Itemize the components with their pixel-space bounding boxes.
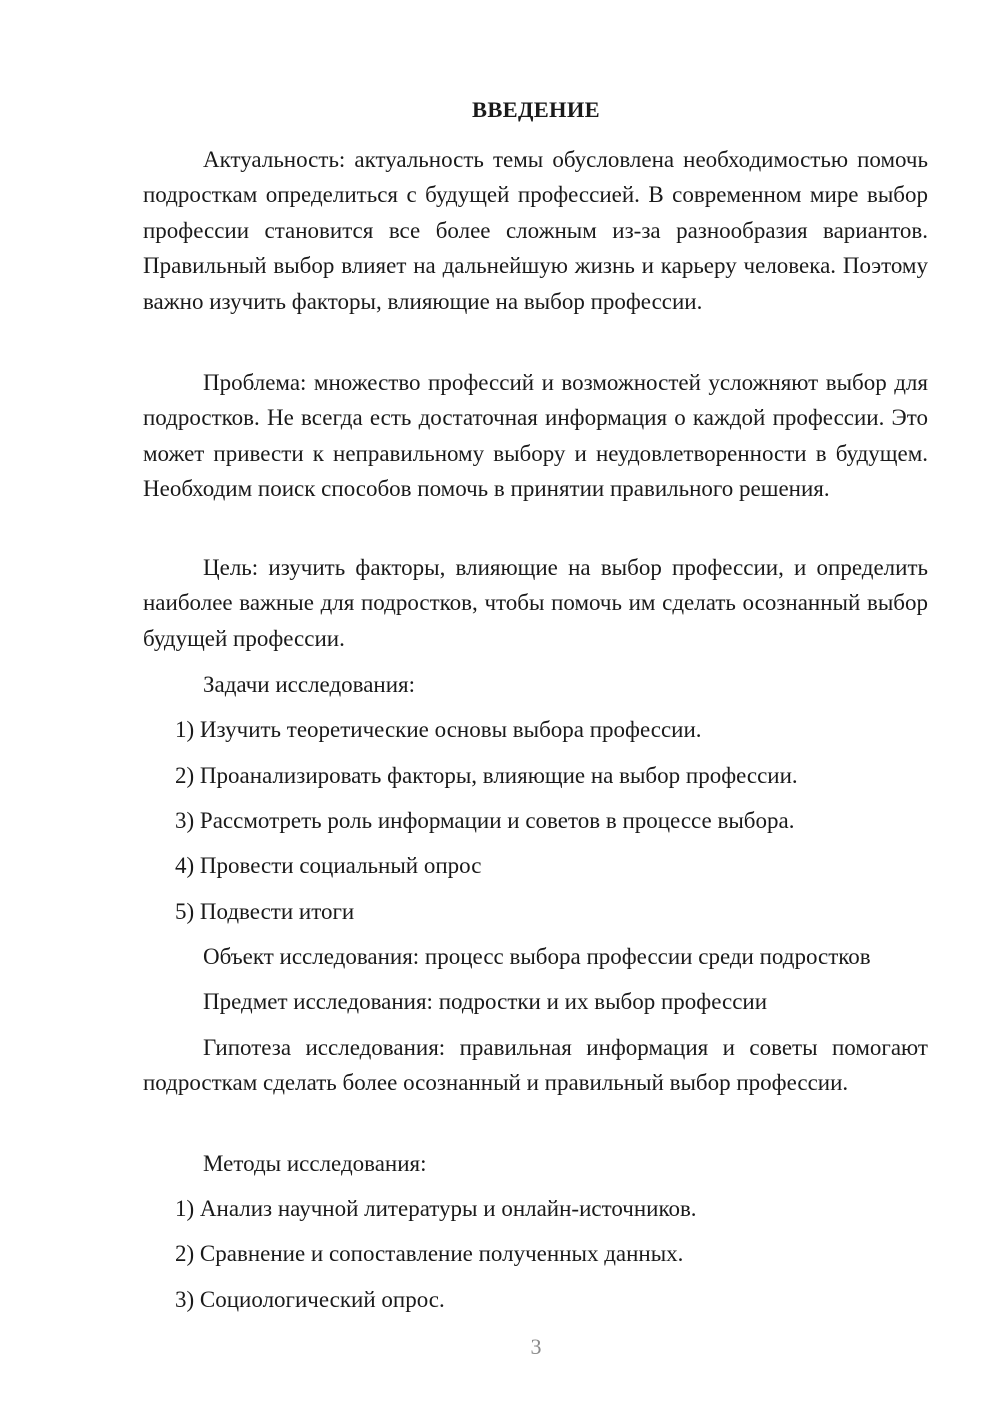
method-item: 2) Сравнение и сопоставление полученных данных.: [175, 1241, 684, 1266]
task-item: 5) Подвести итоги: [175, 899, 355, 924]
research-subject: Предмет исследования: подростки и их выбор профессии: [203, 989, 768, 1014]
task-item: 2) Проанализировать факторы, влияющие на выбор профессии.: [175, 763, 798, 788]
method-item: 1) Анализ научной литературы и онлайн-источников.: [175, 1196, 697, 1221]
tasks-heading: Задачи исследования:: [203, 672, 416, 697]
paragraph-relevance: Актуальность: актуальность темы обусловлена необходимостью помочь подросткам определиться с будущей профессией. В современном мире выбор профессии становится все более сложным из-за разнообразия вариантов. Правильный выбор влияет на дальнейшую жизнь и карьеру человека. Поэтому важно изучить факторы, влияющие на выбор профессии.: [143, 147, 928, 314]
methods-heading: Методы исследования:: [203, 1151, 427, 1176]
paragraph-hypothesis: Гипотеза исследования: правильная информация и советы помогают подросткам сделать более осознанный и правильный выбор профессии.: [143, 1035, 928, 1096]
task-item: 4) Провести социальный опрос: [175, 853, 482, 878]
method-item: 3) Социологический опрос.: [175, 1287, 445, 1312]
paragraph-problem: Проблема: множество профессий и возможностей усложняют выбор для подростков. Не всегда есть достаточная информация о каждой профессии. Это может привести к неправильному выбору и неудовлетворенности в будущем. Необходим поиск способов помочь в принятии правильного решения.: [143, 370, 928, 502]
paragraph-goal: Цель: изучить факторы, влияющие на выбор профессии, и определить наиболее важные для подростков, чтобы помочь им сделать осознанный выбор будущей профессии.: [143, 555, 928, 651]
research-object: Объект исследования: процесс выбора профессии среди подростков: [203, 944, 871, 969]
task-item: 3) Рассмотреть роль информации и советов в процессе выбора.: [175, 808, 795, 833]
page-title: ВВЕДЕНИЕ: [472, 97, 600, 122]
task-item: 1) Изучить теоретические основы выбора профессии.: [175, 717, 702, 742]
page-number: 3: [530, 1334, 542, 1359]
